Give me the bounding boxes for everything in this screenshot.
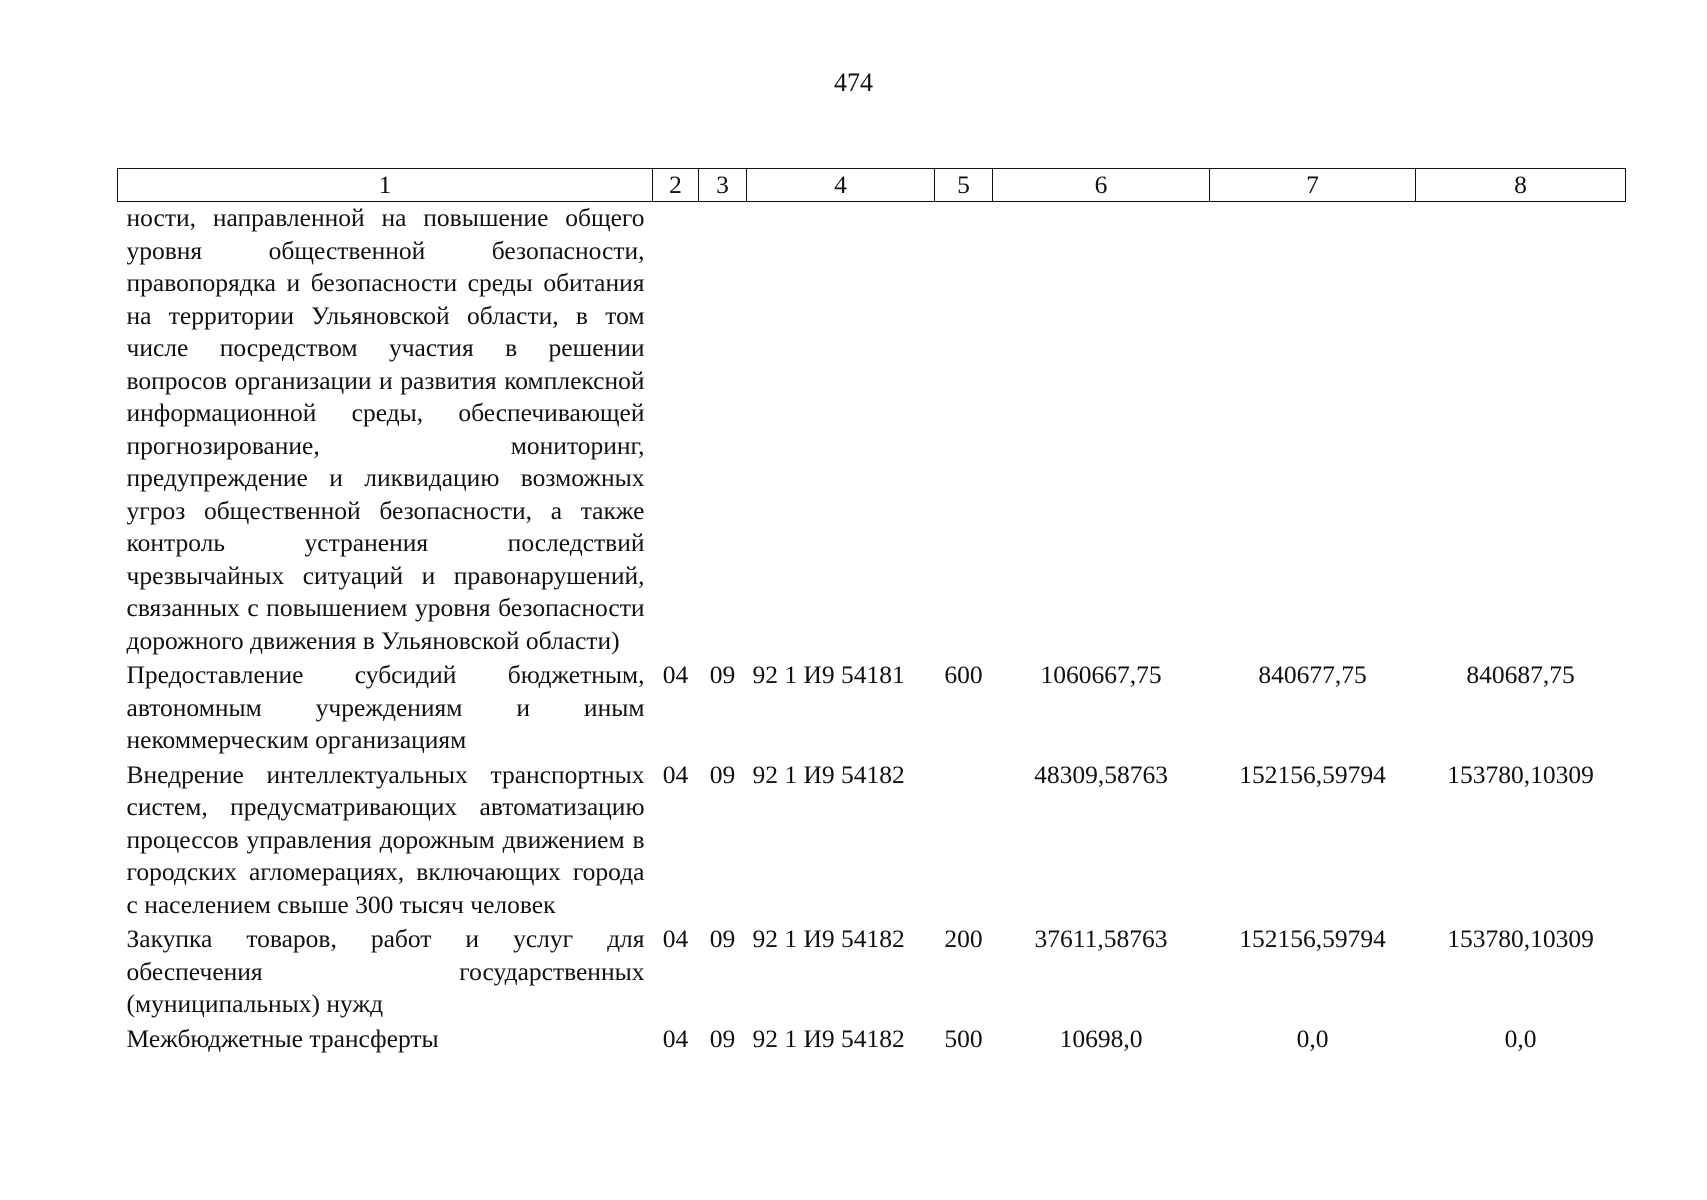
row-subsection: 09 (709, 660, 736, 689)
row-amount-col6: 10698,0 (1059, 1023, 1143, 1053)
column-header-3: 3 (699, 169, 747, 202)
row-expense-type (935, 757, 993, 922)
row-target-code: 92 1 И9 54182 (752, 759, 905, 789)
budget-table (117, 168, 1626, 1055)
row-expense-type: 600 (944, 660, 983, 689)
column-header-7: 7 (1210, 169, 1416, 202)
row-amount-col7: 152156,59794 (1239, 759, 1386, 789)
row-target-code: 92 1 И9 54181 (752, 660, 905, 689)
row-expense-type (935, 202, 993, 658)
row-section: 04 (662, 1023, 689, 1053)
row-description: Межбюджетные трансферты (126, 1023, 439, 1053)
column-header-1: 1 (118, 169, 653, 202)
row-description: ности, направленной на повышение общего уровня общественной безопасности, правопорядка и безопасности среды обитания на территории Ульяновской области, в том числе посредством участия в решении вопросов организации и развития комплексной информационной среды, обеспечивающей прогнозирование, мониторинг, предупреждение и ликвидацию возможных угроз общественной безопасности, а также контроль устранения последствий чрезвычайных ситуаций и правонарушений, связанных с повышением уровня безопасности дорожного движения в Ульяновской области) (126, 203, 645, 655)
row-expense-type: 500 (944, 1023, 983, 1053)
row-target-code: 92 1 И9 54182 (752, 924, 905, 953)
column-header-2: 2 (653, 169, 699, 202)
row-amount-col8: 153780,10309 (1447, 759, 1594, 789)
row-subsection: 09 (709, 1023, 736, 1053)
row-amount-col7: 0,0 (1296, 1023, 1329, 1053)
row-amount-col8 (1416, 202, 1626, 658)
column-header-6: 6 (993, 169, 1210, 202)
page-number: 474 (834, 68, 873, 97)
table-row (118, 757, 1626, 922)
row-description: Предоставление субсидий бюджетным, автономным учреждениям и иным некоммерческим организациям (126, 660, 645, 754)
row-amount-col8: 153780,10309 (1447, 924, 1594, 953)
row-target-code (747, 202, 935, 658)
table-row (118, 1021, 1626, 1056)
row-amount-col6: 1060667,75 (1040, 660, 1162, 689)
row-subsection (699, 202, 747, 658)
row-description: Внедрение интеллектуальных транспортных систем, предусматривающих автоматизацию процессов управления дорожным движением в городских агломерациях, включающих города с населением свыше 300 тысяч человек (126, 759, 645, 919)
table-row (118, 657, 1626, 757)
column-header-5: 5 (935, 169, 993, 202)
column-header-4: 4 (747, 169, 935, 202)
row-section: 04 (662, 924, 689, 953)
row-amount-col8: 840687,75 (1466, 660, 1575, 689)
row-amount-col6: 37611,58763 (1034, 924, 1168, 953)
row-amount-col7: 840677,75 (1258, 660, 1367, 689)
row-amount-col7 (1210, 202, 1416, 658)
row-subsection: 09 (709, 759, 736, 789)
row-amount-col7: 152156,59794 (1239, 924, 1386, 953)
row-subsection: 09 (709, 924, 736, 953)
row-description: Закупка товаров, работ и услуг для обеспечения государственных (муниципальных) нужд (126, 924, 645, 1018)
row-section (653, 202, 699, 658)
row-amount-col8: 0,0 (1504, 1023, 1537, 1053)
column-header-8: 8 (1416, 169, 1626, 202)
row-target-code: 92 1 И9 54182 (752, 1023, 905, 1053)
table-row (118, 202, 1626, 658)
row-amount-col6 (993, 202, 1210, 658)
table-row (118, 921, 1626, 1021)
row-section: 04 (662, 759, 689, 789)
column-number-header-row (118, 169, 1626, 202)
row-expense-type: 200 (944, 924, 983, 953)
row-section: 04 (662, 660, 689, 689)
row-amount-col6: 48309,58763 (1034, 759, 1168, 789)
